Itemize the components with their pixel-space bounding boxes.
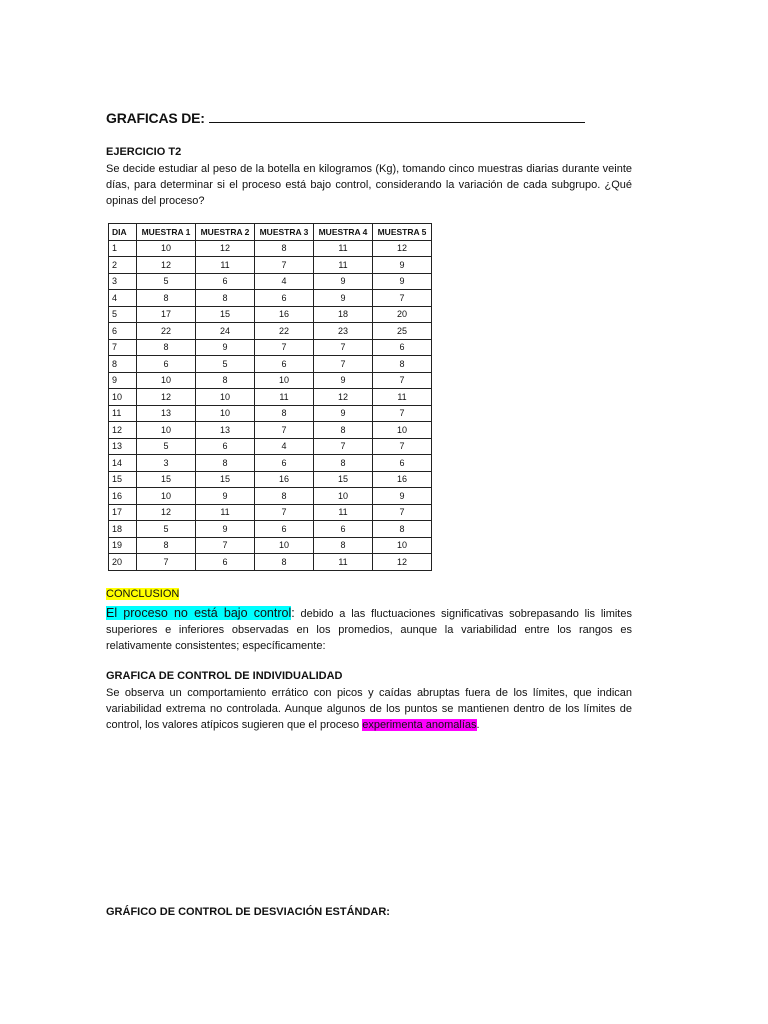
table-cell-sample: 8 [137,290,196,307]
table-cell-sample: 15 [196,471,255,488]
table-cell-sample: 13 [196,422,255,439]
table-cell-sample: 9 [373,257,432,274]
table-cell-sample: 11 [196,504,255,521]
table-cell-sample: 8 [196,290,255,307]
table-cell-sample: 6 [255,521,314,538]
table-cell-day: 11 [109,405,137,422]
table-cell-sample: 11 [373,389,432,406]
table-cell-sample: 6 [196,273,255,290]
conclusion-heading [106,588,179,600]
table-row [109,240,432,257]
table-cell-sample: 9 [373,488,432,505]
exercise-heading: EJERCICIO T2 [106,146,182,158]
table-cell-sample: 15 [196,306,255,323]
table-cell-sample: 25 [373,323,432,340]
table-cell-sample: 4 [255,438,314,455]
table-cell-sample: 5 [137,438,196,455]
table-cell-sample: 7 [255,504,314,521]
table-cell-sample: 6 [255,356,314,373]
table-cell-sample: 23 [314,323,373,340]
table-row [109,422,432,439]
table-row [109,273,432,290]
table-cell-sample: 7 [373,290,432,307]
table-row [109,290,432,307]
table-cell-sample: 8 [373,521,432,538]
table-cell-sample: 6 [196,554,255,571]
table-cell-sample: 4 [255,273,314,290]
table-row [109,455,432,472]
table-cell-day: 5 [109,306,137,323]
conclusion-paragraph [106,605,632,654]
table-cell-sample: 7 [255,422,314,439]
table-header-row [109,224,432,241]
table-row [109,438,432,455]
table-cell-sample: 7 [255,339,314,356]
table-cell-sample: 12 [137,389,196,406]
table-cell-day: 10 [109,389,137,406]
individuality-end: . [476,719,480,731]
table-cell-sample: 6 [373,339,432,356]
table-cell-sample: 9 [314,405,373,422]
table-header-cell: MUESTRA 5 [373,224,432,241]
table-cell-sample: 15 [137,471,196,488]
table-cell-sample: 7 [373,504,432,521]
table-cell-sample: 6 [255,455,314,472]
table-cell-day: 1 [109,240,137,257]
table-cell-sample: 6 [255,290,314,307]
table-cell-sample: 7 [373,405,432,422]
table-row [109,356,432,373]
intro-paragraph: Se decide estudiar al peso de la botella en kilogramos (Kg), tomando cinco muestras diarias durante veinte días, para determinar si el proceso está bajo control, considerando la variación de cada subgrupo. ¿Qué opinas del proceso? [106,163,632,207]
table-cell-sample: 8 [314,422,373,439]
table-cell-sample: 10 [373,537,432,554]
table-cell-day: 19 [109,537,137,554]
table-header-cell: MUESTRA 2 [196,224,255,241]
table-cell-sample: 24 [196,323,255,340]
table-cell-sample: 7 [314,339,373,356]
individuality-body: Se observa un comportamiento errático con picos y caídas abruptas fuera de los límites, que indican variabilidad extrema no controlada. Aunque algunos de los puntos se mantienen dentro de los límites de control, los valores atípicos sugieren que el proceso [106,687,632,731]
conclusion-lead-colon: : [291,606,295,620]
table-cell-sample: 11 [314,504,373,521]
table-cell-sample: 8 [255,488,314,505]
table-header-cell: MUESTRA 1 [137,224,196,241]
table-row [109,339,432,356]
table-cell-sample: 10 [255,537,314,554]
table-cell-sample: 8 [314,455,373,472]
table-cell-sample: 10 [137,240,196,257]
table-cell-sample: 17 [137,306,196,323]
title-blank-line [209,111,585,123]
table-cell-day: 9 [109,372,137,389]
table-cell-sample: 10 [137,372,196,389]
table-row [109,323,432,340]
samples-table [108,223,432,571]
table-cell-sample: 8 [137,537,196,554]
table-cell-sample: 8 [314,537,373,554]
table-cell-sample: 10 [196,405,255,422]
document-title [106,110,585,126]
table-cell-sample: 12 [373,240,432,257]
table-cell-sample: 6 [137,356,196,373]
table-cell-sample: 22 [137,323,196,340]
table-row [109,306,432,323]
table-cell-day: 12 [109,422,137,439]
table-cell-sample: 5 [137,273,196,290]
table-cell-sample: 5 [137,521,196,538]
table-cell-sample: 9 [196,339,255,356]
title-text: GRAFICAS DE: [106,110,205,126]
table-row [109,471,432,488]
table-row [109,488,432,505]
individuality-paragraph [106,685,632,733]
conclusion-body: debido a las fluctuaciones significativas sobrepasando lis limites superiores e inferiores observadas en los promedios, aunque la variabilidad entre los rangos es relativamente consistentes; específicamente: [106,608,632,652]
table-row [109,504,432,521]
table-cell-sample: 22 [255,323,314,340]
table-cell-sample: 8 [255,405,314,422]
individuality-heading: GRAFICA DE CONTROL DE INDIVIDUALIDAD [106,670,343,682]
table-row [109,405,432,422]
table-cell-sample: 8 [255,554,314,571]
table-cell-sample: 11 [196,257,255,274]
table-cell-sample: 11 [314,554,373,571]
table-cell-sample: 9 [196,488,255,505]
table-cell-sample: 10 [255,372,314,389]
table-row [109,372,432,389]
table-cell-sample: 8 [196,372,255,389]
table-cell-day: 20 [109,554,137,571]
table-cell-sample: 11 [314,240,373,257]
table-header-cell: MUESTRA 4 [314,224,373,241]
table-row [109,521,432,538]
table-cell-day: 17 [109,504,137,521]
table-cell-sample: 12 [373,554,432,571]
table-cell-sample: 9 [314,372,373,389]
table-cell-sample: 16 [255,471,314,488]
table-cell-sample: 10 [196,389,255,406]
table-cell-day: 15 [109,471,137,488]
table-cell-sample: 16 [373,471,432,488]
table-cell-sample: 7 [137,554,196,571]
table-cell-day: 18 [109,521,137,538]
table-header-cell: DIA [109,224,137,241]
table-cell-sample: 8 [373,356,432,373]
table-cell-sample: 11 [255,389,314,406]
table-cell-sample: 12 [314,389,373,406]
table-row [109,257,432,274]
table-cell-sample: 6 [373,455,432,472]
table-cell-sample: 12 [196,240,255,257]
table-cell-sample: 7 [255,257,314,274]
table-cell-sample: 7 [314,356,373,373]
table-cell-sample: 5 [196,356,255,373]
table-cell-day: 16 [109,488,137,505]
table-cell-sample: 6 [314,521,373,538]
table-header-cell: MUESTRA 3 [255,224,314,241]
table-cell-day: 4 [109,290,137,307]
table-cell-sample: 20 [373,306,432,323]
table-cell-sample: 10 [373,422,432,439]
table-cell-sample: 9 [196,521,255,538]
table-body [109,240,432,570]
conclusion-heading-text: CONCLUSION [106,588,180,600]
table-cell-sample: 10 [137,422,196,439]
table-cell-day: 7 [109,339,137,356]
table-row [109,389,432,406]
table-cell-sample: 16 [255,306,314,323]
table-cell-sample: 9 [373,273,432,290]
table-cell-sample: 13 [137,405,196,422]
table-cell-day: 2 [109,257,137,274]
table-cell-day: 3 [109,273,137,290]
table-cell-sample: 7 [373,372,432,389]
individuality-highlight: experimenta anomalías [362,719,477,731]
table-cell-sample: 9 [314,290,373,307]
table-cell-sample: 7 [373,438,432,455]
table-cell-sample: 6 [196,438,255,455]
table-row [109,537,432,554]
table-cell-sample: 12 [137,504,196,521]
table-cell-sample: 12 [137,257,196,274]
table-cell-sample: 15 [314,471,373,488]
std-deviation-heading: GRÁFICO DE CONTROL DE DESVIACIÓN ESTÁNDAR: [106,906,390,918]
table-cell-sample: 7 [314,438,373,455]
table-cell-sample: 9 [314,273,373,290]
table-cell-sample: 8 [196,455,255,472]
table-cell-sample: 3 [137,455,196,472]
table-row [109,554,432,571]
table-cell-sample: 18 [314,306,373,323]
conclusion-lead: El proceso no está bajo control [106,606,292,620]
table-cell-sample: 7 [196,537,255,554]
table-cell-sample: 10 [314,488,373,505]
table-cell-sample: 8 [255,240,314,257]
table-cell-sample: 11 [314,257,373,274]
table-cell-day: 8 [109,356,137,373]
table-cell-day: 14 [109,455,137,472]
table-cell-day: 13 [109,438,137,455]
table-cell-day: 6 [109,323,137,340]
table-cell-sample: 8 [137,339,196,356]
table-cell-sample: 10 [137,488,196,505]
